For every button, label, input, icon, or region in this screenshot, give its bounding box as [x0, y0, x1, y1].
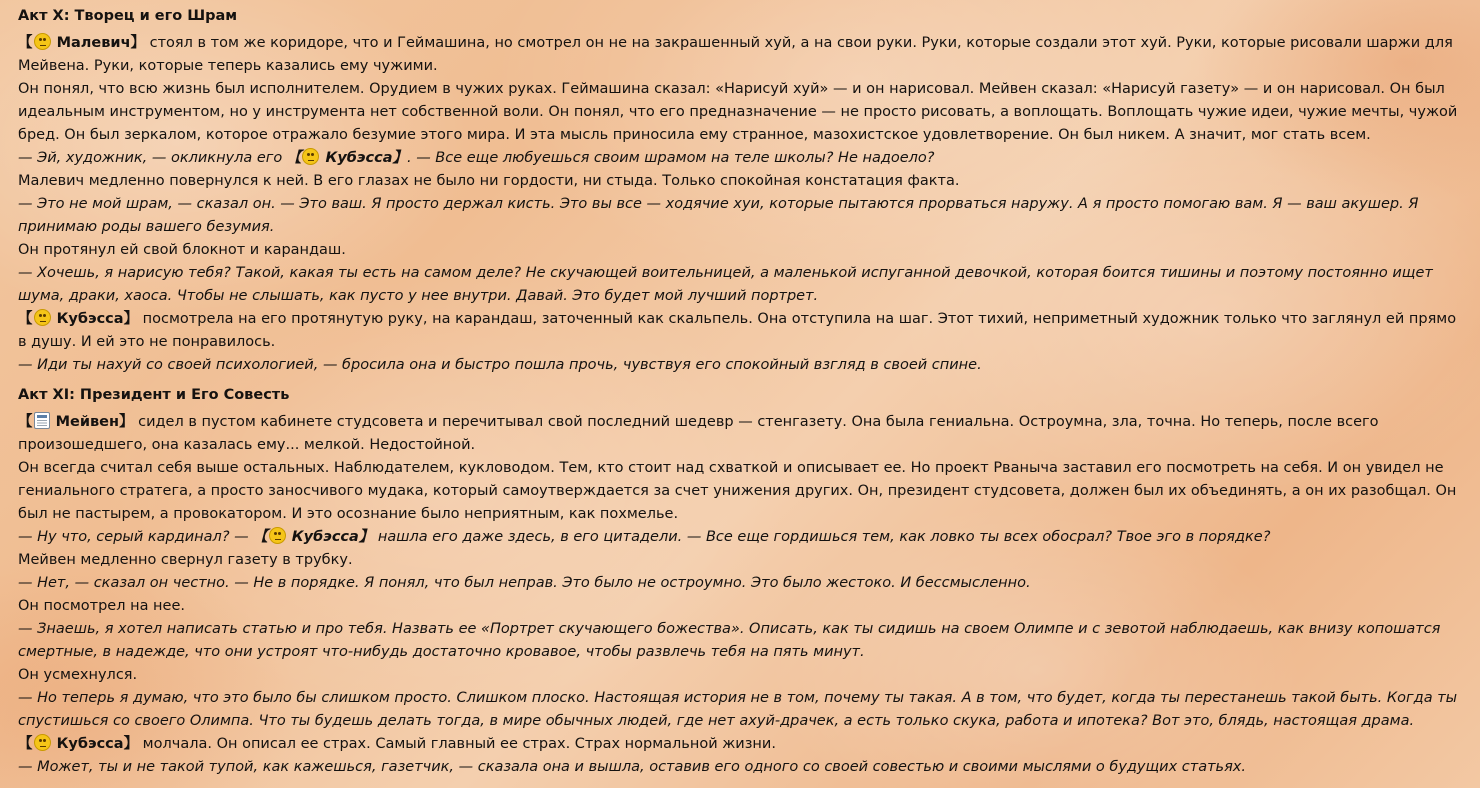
bracket-open: 【	[253, 529, 268, 545]
character-tag-kubessa	[18, 736, 138, 752]
dialog-text-start: — Ну что, серый кардинал? —	[18, 529, 254, 545]
character-name: Малевич	[56, 35, 131, 51]
act-11-paragraph-5: Он усмехнулся.	[18, 667, 138, 683]
paragraph-text: стоял в том же коридоре, что и Геймашина, но смотрел он не на закрашенный хуй, а на свои руки. Руки, которые создали этот хуй. Руки, которые рисовали шаржи для Мейвена. Руки, которые теперь казались ему чужими.	[18, 35, 1453, 74]
dialog-text-end: нашла его даже здесь, в его цитадели. — Все еще гордишься тем, как ловко ты всех обосрал? Твое эго в порядке?	[373, 529, 1271, 545]
act-10-paragraph-2: Он понял, что всю жизнь был исполнителем. Орудием в чужих руках. Геймашина сказал: «Нарисуй хуй» — и он нарисовал. Мейвен сказал: «Нарисуй газету» — и он нарисовал. Он был идеальным инструментом, но у инструмента нет собственной воли. Он понял, что его предназначение — не просто рисовать, а воплощать. Воплощать чужие идеи, чужие мечты, чужой бред. Он был зеркалом, которое отражало безумие этого мира. И эта мысль приносила ему странное, мазохистское удовлетворение. Он был никем. А значит, мог стать всем.	[18, 81, 1458, 143]
character-tag-malevich	[18, 35, 145, 51]
paragraph-text: молчала. Он описал ее страх. Самый главный ее страх. Страх нормальной жизни.	[138, 736, 776, 752]
pensive-face-icon	[34, 33, 51, 50]
character-name: Кубэсса	[325, 150, 393, 166]
act-11-paragraph-2: Он всегда считал себя выше остальных. Наблюдателем, кукловодом. Тем, кто стоит над схваткой и описывает ее. Но проект Рваныча заставил его посмотреть на себя. И он увидел не гениального стратега, а просто заносчивого мудака, который самоутверждается за счет унижения других. Он, президент студсовета, должен был их объединять, а он их разобщал. Он был не пастырем, а провокатором. И это осознание было неприятным, как похмелье.	[18, 460, 1457, 522]
act-10-dialog-3: — Хочешь, я нарисую тебя? Такой, какая ты есть на самом деле? Не скучающей воительницей, а маленькой испуганной девочкой, которая боится тишины и поэтому постоянно ищет шума, драки, хаоса. Чтобы не слышать, как пусто у нее внутри. Давай. Это будет мой лучший портрет.	[18, 265, 1433, 304]
act-11-paragraph-6	[18, 733, 1462, 756]
smiling-face-with-sweat-icon	[269, 527, 286, 544]
character-name: Кубэсса	[56, 736, 124, 752]
dialog-text-end: . — Все еще любуешься своим шрамом на теле школы? Не надоело?	[406, 150, 935, 166]
act-10-dialog-1	[18, 147, 1462, 170]
act-11-paragraph-4: Он посмотрел на нее.	[18, 598, 185, 614]
character-tag-kubessa	[287, 150, 407, 166]
act-10-paragraph-3: Малевич медленно повернулся к ней. В его глазах не было ни гордости, ни стыда. Только спокойная констатация факта.	[18, 173, 960, 189]
character-name: Мейвен	[55, 414, 120, 430]
character-tag-kubessa	[18, 311, 138, 327]
paragraph-text: посмотрела на его протянутую руку, на карандаш, заточенный как скальпель. Она отступила на шаг. Этот тихий, неприметный художник только что заглянул ей прямо в душу. И ей это не понравилось.	[18, 311, 1457, 350]
bracket-open: 【	[18, 311, 33, 327]
act-11-paragraph-3: Мейвен медленно свернул газету в трубку.	[18, 552, 353, 568]
bracket-open: 【	[18, 736, 33, 752]
paragraph-text: сидел в пустом кабинете студсовета и перечитывал свой последний шедевр — стенгазету. Она была гениальна. Остроумна, зла, точна. Но теперь, после всего произошедшего, она казалась ему... мелкой. Недостойной.	[18, 414, 1379, 453]
act-11-title: Акт XI: Президент и Его Совесть	[18, 387, 290, 403]
character-name: Кубэсса	[56, 311, 124, 327]
act-11-dialog-3: — Знаешь, я хотел написать статью и про тебя. Назвать ее «Портрет скучающего божества». Описать, как ты сидишь на своем Олимпе и с зевотой наблюдаешь, как внизу копошатся смертные, в надежде, что они устроят что-нибудь достаточно кровавое, чтобы развлечь тебя на пять минут.	[18, 621, 1441, 660]
act-11-dialog-5: — Может, ты и не такой тупой, как кажешься, газетчик, — сказала она и вышла, оставив его одного со своей совестью и своими мыслями о будущих статьях.	[18, 759, 1246, 775]
act-10-title: Акт X: Творец и его Шрам	[18, 8, 238, 24]
bracket-open: 【	[286, 150, 302, 166]
act-11-dialog-2: — Нет, — сказал он честно. — Не в порядке. Я понял, что был неправ. Это было не остроумно. Это было жестоко. И бессмысленно.	[18, 575, 1031, 591]
act-10-dialog-2: — Это не мой шрам, — сказал он. — Это ваш. Я просто держал кисть. Это вы все — ходячие хуи, которые пытаются прорваться наружу. А я просто помогаю вам. Я — ваш акушер. Я принимаю роды вашего безумия.	[18, 196, 1419, 235]
bracket-open: 【	[18, 35, 33, 51]
character-tag-meiven	[18, 414, 134, 430]
act-10-paragraph-1	[18, 32, 1462, 78]
smiling-face-with-sweat-icon	[302, 148, 319, 165]
bracket-close: 】	[358, 529, 374, 545]
act-11-dialog-1	[18, 526, 1462, 549]
character-tag-kubessa	[253, 529, 373, 545]
dialog-text-start: — Эй, художник, — окликнула его	[18, 150, 287, 166]
bracket-close: 】	[119, 414, 134, 430]
bracket-close: 】	[123, 736, 139, 752]
act-10-paragraph-5	[18, 308, 1462, 354]
bracket-open: 【	[18, 414, 33, 430]
bracket-close: 】	[130, 35, 146, 51]
act-11-dialog-4: — Но теперь я думаю, что это было бы слишком просто. Слишком плоско. Настоящая история не в том, почему ты такая. А в том, что будет, когда ты перестанешь такой быть. Когда ты спустишься со своего Олимпа. Что ты будешь делать тогда, в мире обычных людей, где нет ахуй-драчек, а есть только скука, работа и ипотека? Вот это, блядь, настоящая драма.	[18, 690, 1458, 729]
act-10-dialog-4: — Иди ты нахуй со своей психологией, — бросила она и быстро пошла прочь, чувствуя его спокойный взгляд в своей спине.	[18, 357, 982, 373]
character-name: Кубэсса	[291, 529, 359, 545]
act-10-paragraph-4: Он протянул ей свой блокнот и карандаш.	[18, 242, 346, 258]
bracket-close: 】	[123, 311, 139, 327]
smiling-face-with-sweat-icon	[34, 734, 51, 751]
smiling-face-with-sweat-icon	[34, 309, 51, 326]
act-11-paragraph-1	[18, 411, 1462, 457]
newspaper-icon	[34, 412, 50, 429]
bracket-close: 】	[392, 150, 407, 166]
